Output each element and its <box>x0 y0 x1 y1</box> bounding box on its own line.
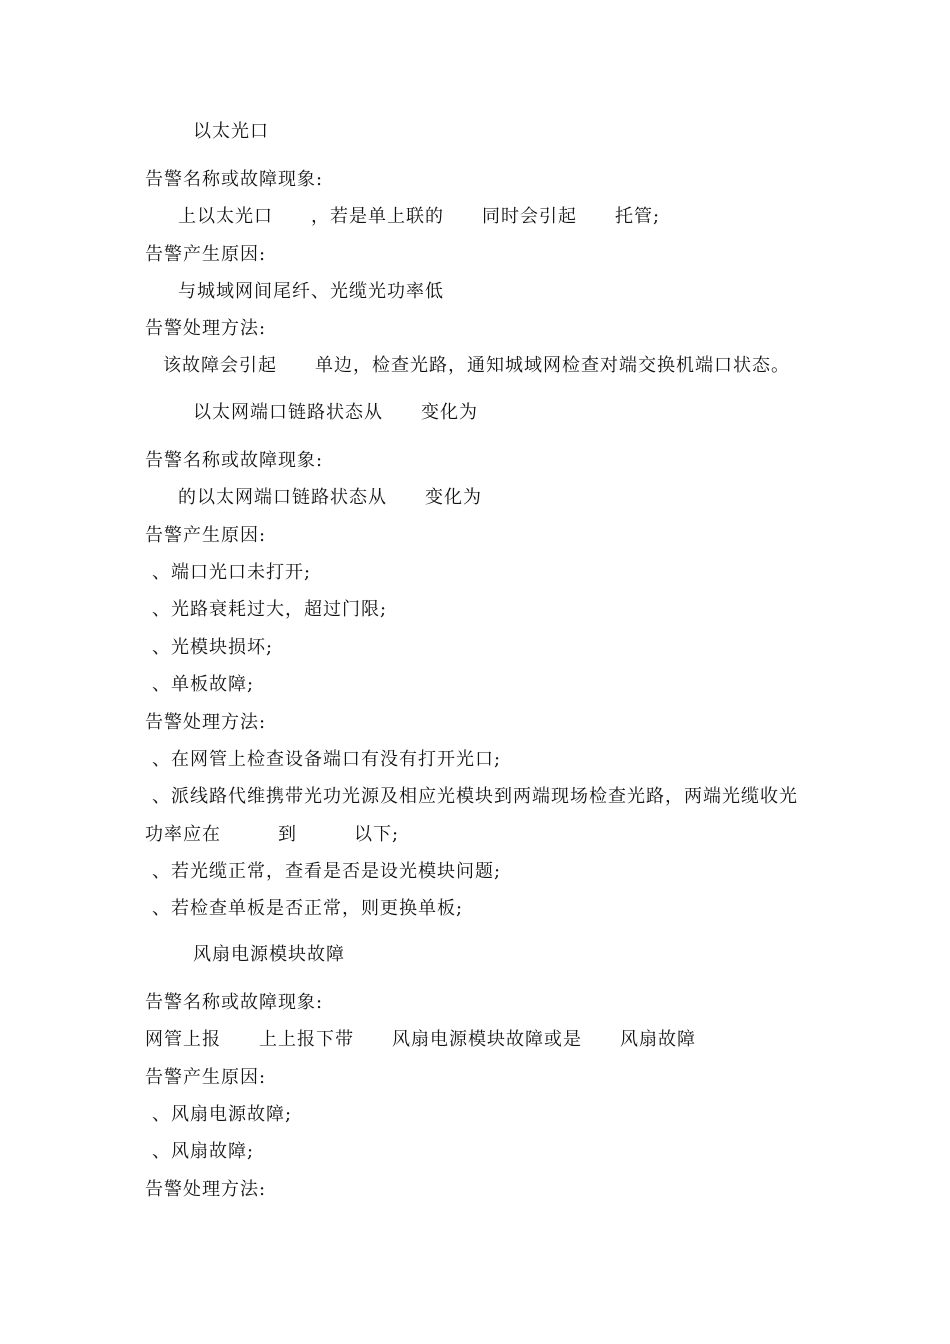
alarm-cause-label: 告警产生原因: <box>145 1067 267 1088</box>
alarm-cause-label: 告警产生原因: <box>145 525 267 546</box>
alarm-method-label: 告警处理方法: <box>145 712 267 733</box>
section-title: 风扇电源模块故障 <box>193 944 345 965</box>
alarm-method-line: 、派线路代维携带光功光源及相应光模块到两端现场检查光路，两端光缆收光 <box>152 786 798 807</box>
alarm-cause-line: 、单板故障; <box>152 674 255 695</box>
alarm-method-line: 、若检查单板是否正常，则更换单板; <box>152 898 464 919</box>
section-title: 以太网端口链路状态从 变化为 <box>193 402 478 423</box>
section-title: 以太光口 <box>193 121 269 142</box>
alarm-method-line: 该故障会引起 单边，检查光路，通知城域网检查对端交换机端口状态。 <box>163 355 790 376</box>
alarm-name-text: 上以太光口 ，若是单上联的 同时会引起 托管; <box>178 206 661 227</box>
alarm-name-text: 的以太网端口链路状态从 变化为 <box>178 487 482 508</box>
alarm-name-label: 告警名称或故障现象: <box>145 992 324 1013</box>
alarm-cause-label: 告警产生原因: <box>145 244 267 265</box>
alarm-name-label: 告警名称或故障现象: <box>145 169 324 190</box>
alarm-name-text: 网管上报 上上报下带 风扇电源模块故障或是 风扇故障 <box>145 1029 696 1050</box>
alarm-cause-line: 、风扇故障; <box>152 1141 255 1162</box>
alarm-method-label: 告警处理方法: <box>145 318 267 339</box>
alarm-cause-line: 、光路衰耗过大，超过门限; <box>152 599 388 620</box>
alarm-method-label: 告警处理方法: <box>145 1179 267 1200</box>
alarm-cause-line: 、端口光口未打开; <box>152 562 312 583</box>
alarm-method-line: 功率应在 到 以下; <box>145 824 400 845</box>
alarm-cause-line: 、光模块损坏; <box>152 637 274 658</box>
alarm-cause-line: 与城域网间尾纤、光缆光功率低 <box>178 281 444 302</box>
alarm-name-label: 告警名称或故障现象: <box>145 450 324 471</box>
alarm-method-line: 、在网管上检查设备端口有没有打开光口; <box>152 749 502 770</box>
alarm-cause-line: 、风扇电源故障; <box>152 1104 293 1125</box>
alarm-method-line: 、若光缆正常，查看是否是设光模块问题; <box>152 861 502 882</box>
